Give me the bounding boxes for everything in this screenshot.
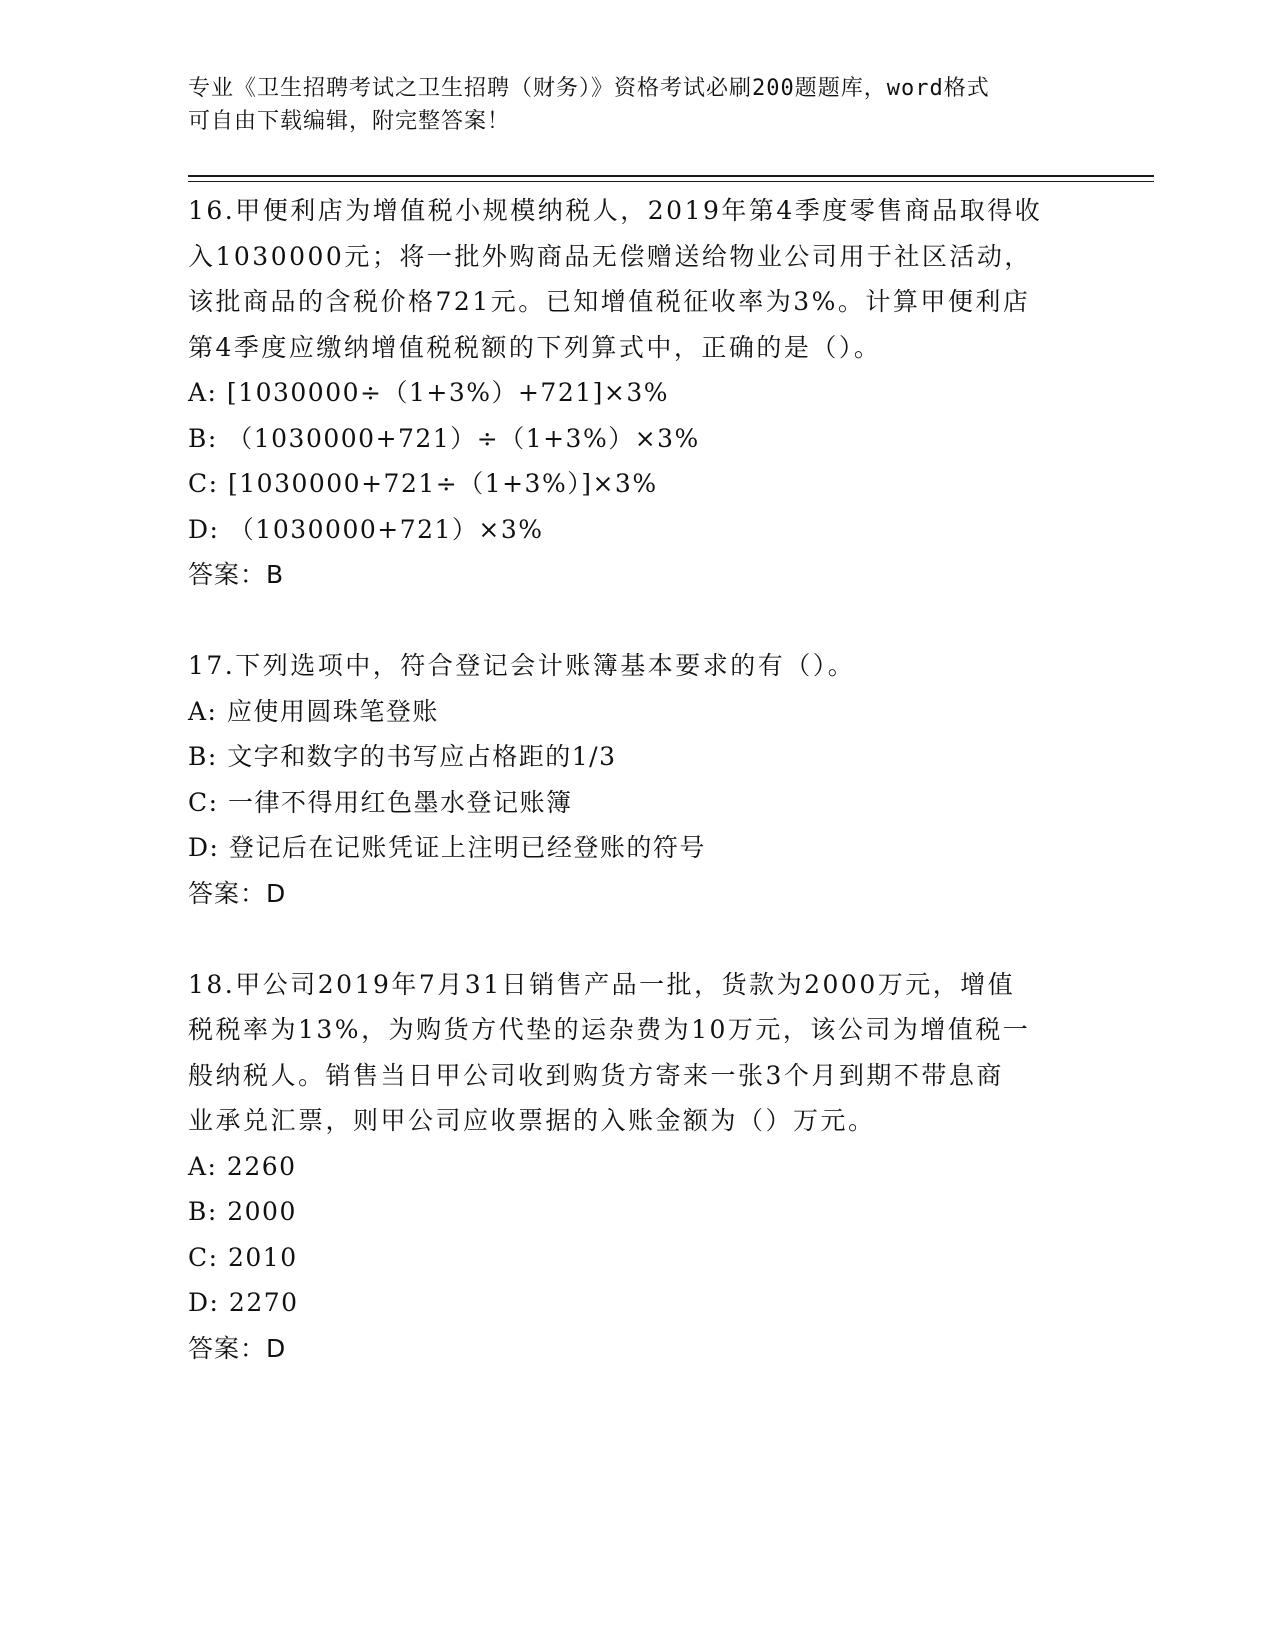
option-d: D: 登记后在记账凭证上注明已经登账的符号 xyxy=(188,833,706,862)
answer-label: 答案：B xyxy=(188,560,285,589)
option-c: C: 2010 xyxy=(188,1242,298,1272)
option-d: D: （1030000+721）×3% xyxy=(188,514,544,544)
question-text-line: 16.甲便利店为增值税小规模纳税人，2019年第4季度零售商品取得收 xyxy=(188,196,1043,225)
question-gap xyxy=(188,916,1128,962)
option-d: D: 2270 xyxy=(188,1288,299,1317)
question-text-line: 入1030000元；将一批外购商品无偿赠送给物业公司用于社区活动， xyxy=(188,241,1032,271)
header-divider-thin xyxy=(188,181,1154,182)
option-c: C: 一律不得用红色墨水登记账簿 xyxy=(188,787,573,817)
option-a: A: [1030000÷（1+3%）+721]×3% xyxy=(188,378,670,407)
header-line-2: 可自由下载编辑，附完整答案！ xyxy=(188,109,511,134)
option-a: A: 应使用圆珠笔登账 xyxy=(188,696,439,726)
question-text-line: 18.甲公司2019年7月31日销售产品一批，货款为2000万元，增值 xyxy=(188,969,1016,999)
answer-label: 答案：D xyxy=(188,878,287,908)
header-divider-thick xyxy=(188,175,1154,177)
document-header xyxy=(188,72,1088,138)
question-16 xyxy=(188,188,1128,598)
option-a: A: 2260 xyxy=(188,1151,297,1181)
question-text-line: 第4季度应缴纳增值税税额的下列算式中，正确的是（）。 xyxy=(188,332,882,362)
question-gap xyxy=(188,598,1128,644)
question-text-line: 17.下列选项中，符合登记会计账簿基本要求的有（）。 xyxy=(188,651,856,680)
answer-label: 答案：D xyxy=(188,1333,287,1363)
header-line-1: 专业《卫生招聘考试之卫生招聘（财务）》资格考试必刷200题题库，word格式 xyxy=(188,76,990,101)
question-text-line: 税税率为13%，为购货方代垫的运杂费为10万元，该公司为增值税一 xyxy=(188,1015,1031,1044)
question-17 xyxy=(188,643,1128,916)
option-b: B: 文字和数字的书写应占格距的1/3 xyxy=(188,742,617,771)
question-18 xyxy=(188,962,1128,1372)
question-text-line: 般纳税人。销售当日甲公司收到购货方寄来一张3个月到期不带息商 xyxy=(188,1060,1004,1090)
question-text-line: 业承兑汇票，则甲公司应收票据的入账金额为（）万元。 xyxy=(188,1106,876,1135)
option-b: B: 2000 xyxy=(188,1197,297,1226)
option-b: B: （1030000+721）÷（1+3%）×3% xyxy=(188,423,700,453)
question-text-line: 该批商品的含税价格721元。已知增值税征收率为3%。计算甲便利店 xyxy=(188,287,1031,316)
question-list xyxy=(188,188,1128,1371)
option-c: C: [1030000+721÷（1+3%）]×3% xyxy=(188,469,658,498)
